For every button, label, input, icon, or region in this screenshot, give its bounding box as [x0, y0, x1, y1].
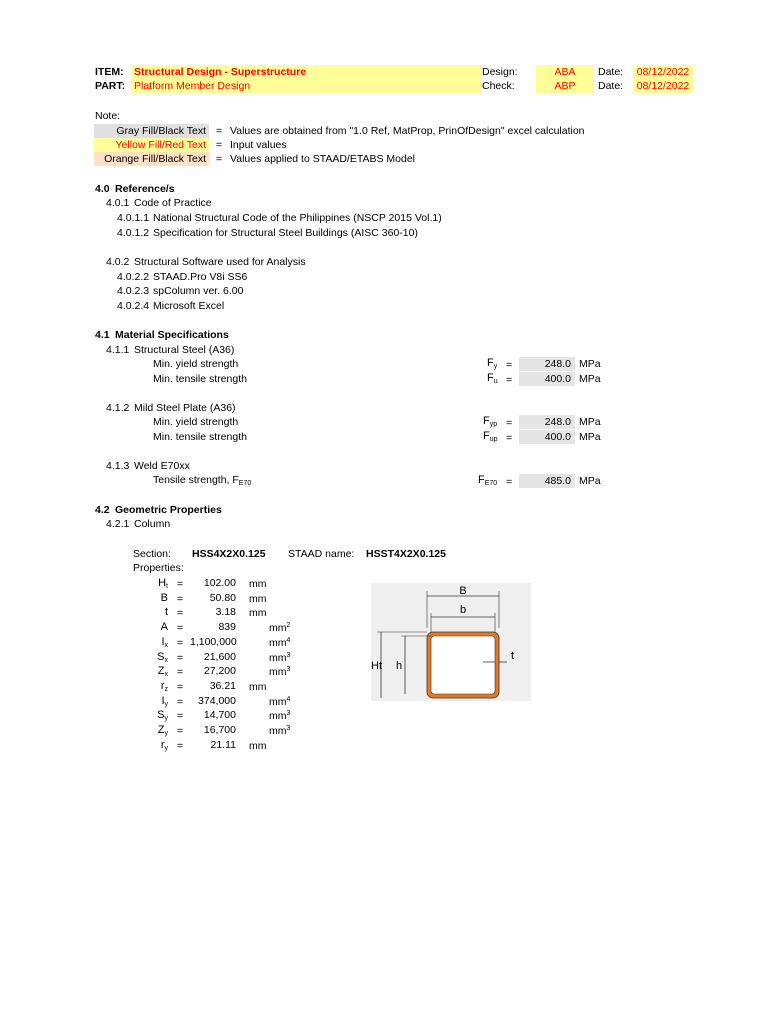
software-num-3: 4.0.2.4 [117, 300, 150, 312]
item-value[interactable]: Structural Design - Superstructure [131, 65, 482, 79]
property-symbol: $S_x$ [157, 651, 168, 664]
property-unit: $mm^3$ [269, 710, 291, 722]
property-symbol: $r_z$ [160, 680, 168, 693]
check-label: Check: [482, 80, 515, 92]
property-unit: $mm^3$ [269, 725, 291, 737]
property-value: 36.21 [209, 680, 236, 692]
fup-unit: MPa [579, 431, 601, 443]
design-value[interactable]: ABA [536, 65, 594, 79]
property-symbol: $I_y$ [161, 695, 168, 708]
property-eq: = [177, 740, 184, 752]
legend-desc-3: Values applied to STAAD/ETABS Model [230, 153, 416, 165]
property-symbol: B [160, 592, 168, 604]
subsection-title-plate: Mild Steel Plate (A36) [134, 402, 236, 414]
software-text-2: spColumn ver. 6.00 [153, 285, 244, 297]
fe70-eq: = [506, 476, 513, 488]
subsection-num-4-0-2: 4.0.2 [106, 256, 130, 268]
property-value: 27,200 [203, 665, 236, 677]
fy-symbol: $F_y$ [487, 357, 498, 370]
dim-b-label: b [459, 604, 467, 616]
property-symbol: $Z_y$ [157, 724, 168, 737]
legend-eq-3: = [216, 153, 223, 165]
legend-gray: Gray Fill/Black Text [94, 124, 209, 138]
property-eq: = [177, 578, 184, 590]
property-symbol: $Z_x$ [157, 665, 168, 678]
check-date-label: Date: [598, 80, 624, 92]
subsection-num-4-1-1: 4.1.1 [106, 344, 130, 356]
dim-B-label: B [459, 585, 467, 597]
subsection-title-software: Structural Software used for Analysis [134, 256, 306, 268]
section-title-references: Reference/s [115, 183, 175, 195]
property-value: 50.80 [209, 592, 236, 604]
dim-Ht-label: Ht [371, 660, 382, 672]
property-value: 14,700 [203, 709, 236, 721]
property-unit: mm [249, 681, 267, 693]
fyp-value: 248.0 [519, 415, 575, 429]
section-num-4-0: 4.0 [95, 183, 110, 195]
design-date[interactable]: 08/12/2022 [633, 65, 693, 79]
fyp-symbol: $F_{yp}$ [483, 415, 498, 428]
tube-inner [431, 636, 495, 694]
fup-symbol: $F_{up}$ [483, 430, 498, 443]
legend-desc-2: Input values [230, 139, 287, 151]
properties-label: Properties: [133, 562, 184, 574]
fu-unit: MPa [579, 373, 601, 385]
property-symbol: $I_x$ [161, 636, 168, 649]
subsection-title-steel: Structural Steel (A36) [134, 344, 235, 356]
property-value: 16,700 [203, 724, 236, 736]
property-unit: $mm^3$ [269, 666, 291, 678]
staad-value: HSST4X2X0.125 [366, 548, 446, 560]
section-title-material: Material Specifications [115, 329, 229, 341]
software-text-3: Microsoft Excel [153, 300, 225, 312]
property-eq: = [177, 725, 184, 737]
fu-eq: = [506, 374, 513, 386]
property-value: 21,600 [203, 651, 236, 663]
fy-value: 248.0 [519, 357, 575, 371]
section-title-geometry: Geometric Properties [115, 504, 222, 516]
dim-t-label: t [511, 650, 515, 662]
property-unit: $mm^4$ [269, 637, 291, 649]
fu-symbol: $F_u$ [487, 372, 498, 385]
property-unit: mm [249, 593, 267, 605]
hss-section-diagram [371, 583, 531, 701]
property-unit: $mm^3$ [269, 652, 291, 664]
staad-label: STAAD name: [288, 548, 355, 560]
section-num-4-1: 4.1 [95, 329, 110, 341]
legend-orange: Orange Fill/Black Text [94, 152, 209, 166]
software-num-1: 4.0.2.2 [117, 271, 150, 283]
subsection-num-4-1-3: 4.1.3 [106, 460, 130, 472]
check-date[interactable]: 08/12/2022 [633, 79, 693, 93]
fy-eq: = [506, 359, 513, 371]
legend-desc-1: Values are obtained from "1.0 Ref, MatProp, PrinOfDesign" excel calculation [230, 125, 585, 137]
section-value: HSS4X2X0.125 [192, 548, 266, 560]
property-value: 21.11 [210, 739, 236, 751]
property-value: 374,000 [198, 695, 236, 707]
fy-unit: MPa [579, 358, 601, 370]
code-text-1: National Structural Code of the Philippines (NSCP 2015 Vol.1) [153, 212, 442, 224]
note-title: Note: [95, 110, 121, 122]
fup-eq: = [506, 432, 513, 444]
fyp-eq: = [506, 417, 513, 429]
subsection-title-code: Code of Practice [134, 197, 212, 209]
code-num-2: 4.0.1.2 [117, 227, 150, 239]
property-unit: mm [249, 740, 267, 752]
fe70-unit: MPa [579, 475, 601, 487]
part-value[interactable]: Platform Member Design [131, 79, 482, 93]
legend-eq-1: = [216, 125, 223, 137]
software-num-2: 4.0.2.3 [117, 285, 150, 297]
check-value[interactable]: ABP [536, 79, 594, 93]
subsection-num-4-0-1: 4.0.1 [106, 197, 130, 209]
property-symbol: $H_t$ [158, 577, 168, 590]
fyp-unit: MPa [579, 416, 601, 428]
property-eq: = [177, 652, 184, 664]
property-unit: $mm^2$ [269, 622, 291, 634]
property-value: 1,100,000 [190, 636, 237, 648]
property-eq: = [177, 593, 184, 605]
property-symbol: $r_y$ [160, 739, 168, 752]
property-eq: = [177, 637, 184, 649]
property-value: 839 [218, 621, 236, 633]
property-value: 102.00 [203, 577, 236, 589]
property-eq: = [177, 622, 184, 634]
property-unit: mm [249, 607, 267, 619]
property-eq: = [177, 710, 184, 722]
property-symbol: $S_y$ [157, 709, 168, 722]
plate-tensile-label: Min. tensile strength [153, 431, 247, 443]
item-label: ITEM: [95, 66, 124, 78]
steel-tensile-label: Min. tensile strength [153, 373, 247, 385]
subsection-num-4-2-1: 4.2.1 [106, 518, 130, 530]
code-text-2: Specification for Structural Steel Buildings (AISC 360-10) [153, 227, 418, 239]
subsection-title-weld: Weld E70xx [134, 460, 190, 472]
property-value: 3.18 [215, 606, 236, 618]
fe70-value: 485.0 [519, 474, 575, 488]
design-date-label: Date: [598, 66, 624, 78]
section-num-4-2: 4.2 [95, 504, 110, 516]
fup-value: 400.0 [519, 430, 575, 444]
plate-yield-label: Min. yield strength [153, 416, 239, 428]
fe70-symbol: $F_{E70}$ [478, 474, 498, 487]
subsection-num-4-1-2: 4.1.2 [106, 402, 130, 414]
part-label: PART: [95, 80, 126, 92]
property-eq: = [177, 607, 184, 619]
weld-tensile-label: Tensile strength, $F_{E70}$ [153, 474, 252, 487]
steel-yield-label: Min. yield strength [153, 358, 239, 370]
property-symbol: t [164, 606, 168, 618]
software-text-1: STAAD.Pro V8i SS6 [153, 271, 248, 283]
property-eq: = [177, 696, 184, 708]
section-label: Section: [133, 548, 171, 560]
property-symbol: A [160, 621, 168, 633]
subsection-title-column: Column [134, 518, 171, 530]
dim-h-label: h [396, 660, 403, 672]
property-unit: mm [249, 578, 267, 590]
property-eq: = [177, 681, 184, 693]
fu-value: 400.0 [519, 372, 575, 386]
property-eq: = [177, 666, 184, 678]
legend-eq-2: = [216, 139, 223, 151]
design-label: Design: [482, 66, 518, 78]
legend-yellow: Yellow Fill/Red Text [94, 138, 209, 152]
property-unit: $mm^4$ [269, 696, 291, 708]
code-num-1: 4.0.1.1 [117, 212, 150, 224]
